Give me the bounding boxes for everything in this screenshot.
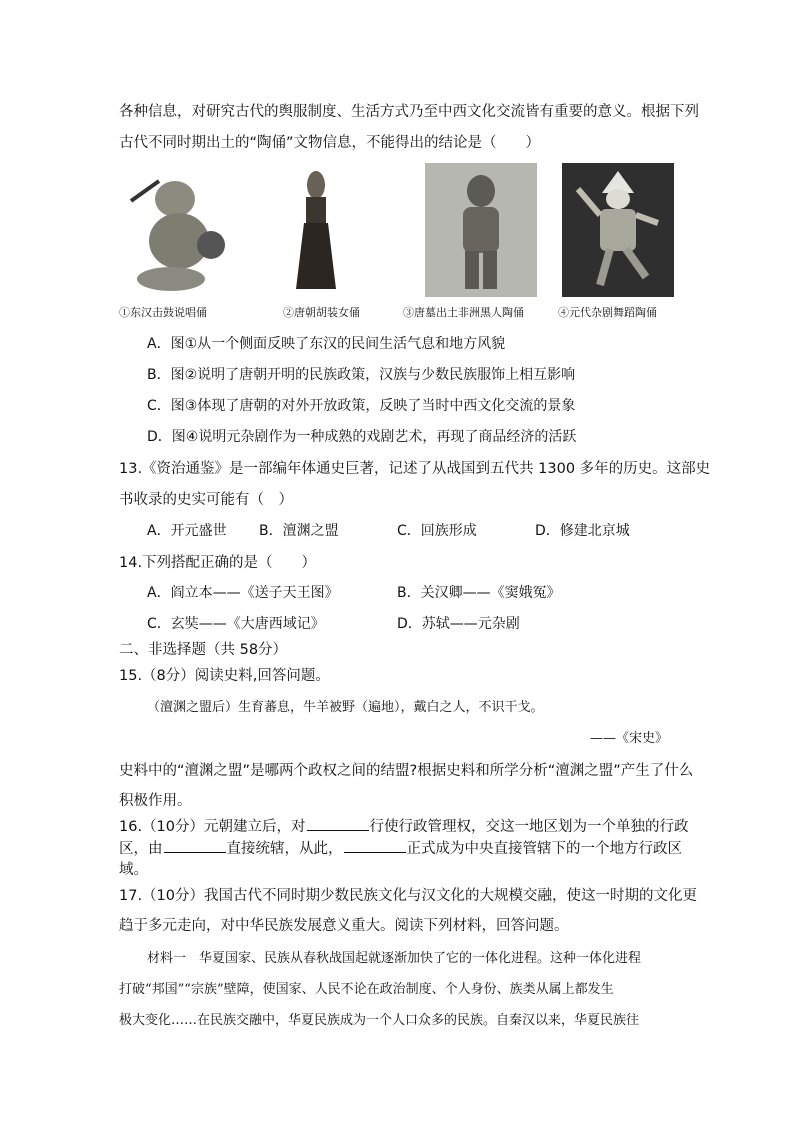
q14-option-c: C．玄奘——《大唐西域记》 [147,616,325,632]
q15-question-line-1: 史料中的“澶渊之盟”是哪两个政权之间的结盟?根据史料和所学分析“澶渊之盟”产生了什么 [119,763,694,779]
figure-caption-4: ④元代杂剧舞蹈陶俑 [558,306,657,319]
q14-option-a: A．阎立本——《送子天王图》 [147,585,339,601]
q13-option-c: C．回族形成 [397,523,477,539]
figurine-photo-2 [260,163,372,297]
q13-stem-line-2: 书收录的史实可能有（ ） [119,492,293,508]
figurine-photo-1 [119,163,231,297]
q13-option-a: A．开元盛世 [147,523,227,539]
q16-line-3: 域。 [119,862,148,878]
q17-material-line-1: 材料一 华夏国家、民族从春秋战国起就逐渐加快了它的一体化进程。这种一体化进程 [147,951,642,966]
intro-line-2: 古代不同时期出土的“陶俑”文物信息，不能得出的结论是（ ） [119,135,541,151]
q14-stem: 14.下列搭配正确的是（ ） [119,555,317,571]
figure-caption-2: ②唐朝胡装女俑 [283,306,360,319]
q14-option-b: B．关汉卿——《窦娥冤》 [397,585,561,601]
section-heading: 二、非选择题（共 58分） [119,642,288,658]
q13-option-d: D．修建北京城 [535,523,630,539]
q14-option-d: D．苏轼——元杂剧 [397,616,520,632]
figure-caption-3: ③唐墓出土非洲黑人陶俑 [403,306,524,319]
q16-text-3: 区，由 [119,841,163,857]
q13-stem-line-1: 13.《资治通鉴》是一部编年体通史巨著，记述了从战国到五代共 1300 多年的历史。这部史 [119,461,711,477]
q15-source: ——《宋史》 [590,731,669,746]
q15-stem: 15.（8分）阅读史料,回答问题。 [119,668,330,684]
figurine-photo-4 [562,163,674,297]
q17-material-line-3: 极大变化……在民族交融中，华夏民族成为一个人口众多的民族。自秦汉以来，华夏民族往 [119,1013,640,1028]
q17-stem-line-2: 趋于多元走向，对中华民族发展意义重大。阅读下列材料，回答问题。 [119,918,569,934]
figurine-photo-3 [425,163,537,297]
q16-text-1: 16.（10分）元朝建立后，对 [119,819,306,835]
answer-blank-3[interactable] [344,838,406,853]
q12-option-d: D．图④说明元杂剧作为一种成熟的戏剧艺术，再现了商品经济的活跃 [147,429,577,445]
q12-option-c: C．图③体现了唐朝的对外开放政策，反映了当时中西文化交流的景象 [147,398,576,414]
q16-text-5: 正式成为中央直接管辖下的一个地方行政区 [406,841,682,857]
q16-line-1 [119,815,689,836]
q15-question-line-2: 积极作用。 [119,793,192,809]
answer-blank-2[interactable] [164,838,226,853]
answer-blank-1[interactable] [307,816,369,831]
q15-quote: （澶渊之盟后）生育蕃息，牛羊被野（遍地），戴白之人，不识干戈。 [147,700,544,715]
figure-caption-1: ①东汉击鼓说唱俑 [119,306,207,319]
q17-material-line-2: 打破“邦国”“宗族”壁障，使国家、人民不论在政治制度、个人身份、族类从属上都发生 [119,982,614,997]
q13-option-b: B．澶渊之盟 [259,523,339,539]
q16-text-4: 直接统辖，从此， [226,841,343,857]
q12-option-b: B．图②说明了唐朝开明的民族政策，汉族与少数民族服饰上相互影响 [147,367,576,383]
q16-line-2 [119,837,682,858]
q12-option-a: A．图①从一个侧面反映了东汉的民间生活气息和地方风貌 [147,336,506,352]
intro-line-1: 各种信息，对研究古代的舆服制度、生活方式乃至中西文化交流皆有重要的意义。根据下列 [119,104,699,120]
q16-text-2: 行使行政管理权，交这一地区划为一个单独的行政 [369,819,689,835]
q17-stem-line-1: 17.（10分）我国古代不同时期少数民族文化与汉文化的大规模交融，使这一时期的文化更 [119,888,698,904]
